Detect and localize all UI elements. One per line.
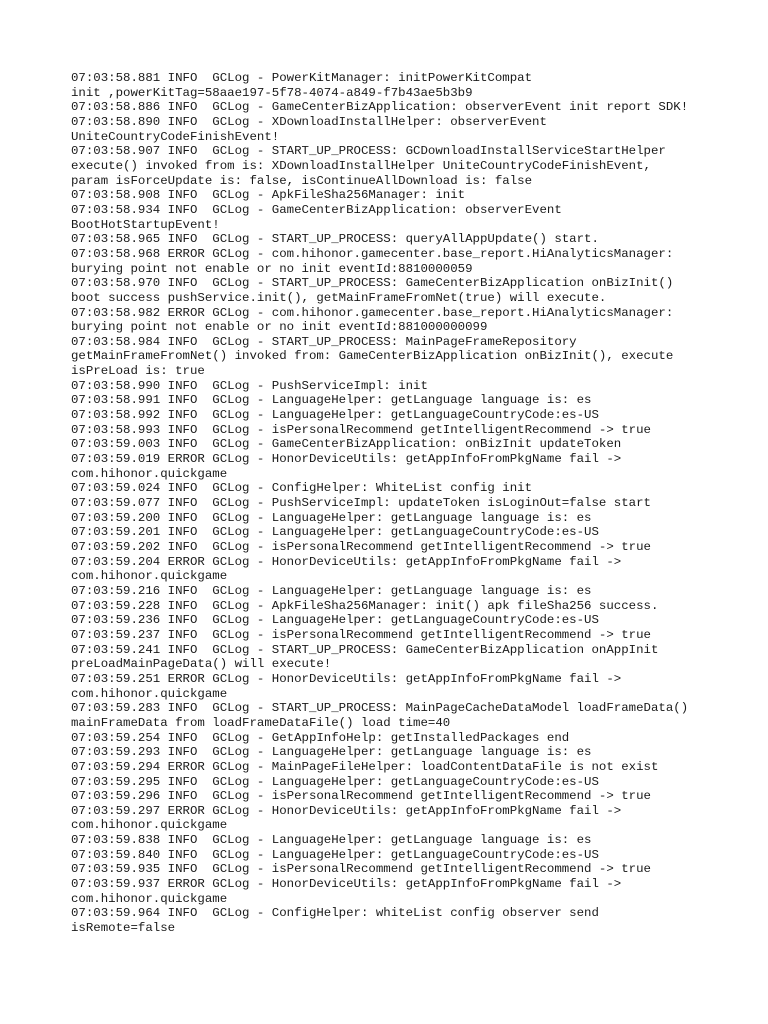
log-line: 07:03:59.237 INFO GCLog - isPersonalRecommend getIntelligentRecommend -> true (71, 627, 651, 642)
log-line: 07:03:59.251 ERROR GCLog - HonorDeviceUtils: getAppInfoFromPkgName fail -> (71, 671, 622, 686)
log-line: execute() invoked from is: XDownloadInstallHelper UniteCountryCodeFinishEvent, (71, 158, 651, 173)
log-line: 07:03:59.201 INFO GCLog - LanguageHelper: getLanguageCountryCode:es-US (71, 525, 599, 540)
log-line: 07:03:59.202 INFO GCLog - isPersonalRecommend getIntelligentRecommend -> true (71, 540, 651, 554)
log-line: burying point not enable or no init eventId:8810000059 (71, 261, 473, 276)
log-line: 07:03:59.964 INFO GCLog - ConfigHelper: whiteList config observer send (71, 906, 599, 921)
log-line: 07:03:58.993 INFO GCLog - isPersonalRecommend getIntelligentRecommend -> true (71, 422, 651, 437)
log-line: 07:03:59.295 INFO GCLog - LanguageHelper: getLanguageCountryCode:es-US (71, 774, 599, 789)
log-line: 07:03:58.886 INFO GCLog - GameCenterBizApplication: observerEvent init report SDK! (71, 100, 689, 115)
log-line: 07:03:59.236 INFO GCLog - LanguageHelper: getLanguageCountryCode:es-US (71, 613, 599, 628)
log-line: 07:03:58.934 INFO GCLog - GameCenterBizApplication: observerEvent (71, 202, 562, 217)
log-line: 07:03:58.990 INFO GCLog - PushServiceImpl: init (71, 378, 428, 393)
log-line: param isForceUpdate is: false, isContinueAllDownload is: false (71, 173, 533, 188)
log-line: 07:03:59.296 INFO GCLog - isPersonalRecommend getIntelligentRecommend -> true (71, 789, 651, 804)
log-line: 07:03:59.228 INFO GCLog - ApkFileSha256Manager: init() apk fileSha256 success. (71, 598, 659, 613)
log-line: 07:03:58.984 INFO GCLog - START_UP_PROCESS: MainPageFrameRepository (71, 334, 577, 349)
log-line: init ,powerKitTag=58aae197-5f78-4074-a849-f7b43ae5b3b9 (71, 85, 473, 100)
log-line: 07:03:58.968 ERROR GCLog - com.hihonor.gamecenter.base_report.HiAnalyticsManager: (71, 246, 674, 261)
log-line: 07:03:59.204 ERROR GCLog - HonorDeviceUtils: getAppInfoFromPkgName fail -> (71, 554, 622, 569)
log-line: 07:03:59.937 ERROR GCLog - HonorDeviceUtils: getAppInfoFromPkgName fail -> (71, 877, 622, 892)
log-line: 07:03:59.077 INFO GCLog - PushServiceImpl: updateToken isLoginOut=false start (71, 496, 651, 511)
log-line: 07:03:59.294 ERROR GCLog - MainPageFileHelper: loadContentDataFile is not exist (71, 759, 659, 774)
log-line: 07:03:59.254 INFO GCLog - GetAppInfoHelp: getInstalledPackages end (71, 730, 570, 745)
log-line: getMainFrameFromNet() invoked from: GameCenterBizApplication onBizInit(), execute (71, 349, 674, 364)
log-line: isRemote=false (71, 921, 176, 936)
log-line: 07:03:59.935 INFO GCLog - isPersonalRecommend getIntelligentRecommend -> true (71, 862, 651, 877)
log-line: 07:03:58.890 INFO GCLog - XDownloadInstallHelper: observerEvent (71, 114, 547, 129)
log-line: 07:03:58.992 INFO GCLog - LanguageHelper: getLanguageCountryCode:es-US (71, 408, 599, 423)
log-line: com.hihonor.quickgame (71, 569, 228, 584)
log-document (71, 71, 731, 936)
log-line: preLoadMainPageData() will execute! (71, 657, 332, 672)
log-line: 07:03:58.982 ERROR GCLog - com.hihonor.gamecenter.base_report.HiAnalyticsManager: (71, 305, 674, 320)
log-line: 07:03:59.293 INFO GCLog - LanguageHelper: getLanguage language is: es (71, 745, 592, 760)
log-line: mainFrameData from loadFrameDataFile() load time=40 (71, 715, 451, 730)
log-line: 07:03:59.283 INFO GCLog - START_UP_PROCESS: MainPageCacheDataModel loadFrameData() (71, 701, 689, 716)
log-line: 07:03:59.216 INFO GCLog - LanguageHelper: getLanguage language is: es (71, 583, 592, 598)
log-line: burying point not enable or no init eventId:881000000099 (71, 320, 488, 335)
log-line: 07:03:58.881 INFO GCLog - PowerKitManager: initPowerKitCompat (71, 71, 533, 85)
log-body (71, 71, 731, 936)
log-line: com.hihonor.quickgame (71, 466, 228, 481)
log-line: UniteCountryCodeFinishEvent! (71, 129, 280, 144)
log-line: 07:03:59.019 ERROR GCLog - HonorDeviceUtils: getAppInfoFromPkgName fail -> (71, 452, 622, 467)
log-line: 07:03:59.003 INFO GCLog - GameCenterBizApplication: onBizInit updateToken (71, 437, 622, 452)
log-line: 07:03:59.024 INFO GCLog - ConfigHelper: WhiteList config init (71, 481, 533, 496)
log-line: isPreLoad is: true (71, 364, 205, 379)
log-line: 07:03:58.970 INFO GCLog - START_UP_PROCESS: GameCenterBizApplication onBizInit() (71, 276, 674, 291)
log-line: boot success pushService.init(), getMainFrameFromNet(true) will execute. (71, 290, 607, 305)
log-line: 07:03:59.840 INFO GCLog - LanguageHelper: getLanguageCountryCode:es-US (71, 847, 599, 862)
log-line: com.hihonor.quickgame (71, 891, 228, 906)
log-line: 07:03:58.907 INFO GCLog - START_UP_PROCESS: GCDownloadInstallServiceStartHelper (71, 144, 666, 159)
log-line: com.hihonor.quickgame (71, 686, 228, 701)
log-line: 07:03:59.838 INFO GCLog - LanguageHelper: getLanguage language is: es (71, 833, 592, 848)
log-line: 07:03:59.241 INFO GCLog - START_UP_PROCESS: GameCenterBizApplication onAppInit (71, 642, 659, 657)
log-line: BootHotStartupEvent! (71, 217, 220, 232)
log-line: 07:03:58.965 INFO GCLog - START_UP_PROCESS: queryAllAppUpdate() start. (71, 232, 599, 247)
log-line: 07:03:58.991 INFO GCLog - LanguageHelper: getLanguage language is: es (71, 393, 592, 408)
log-line: com.hihonor.quickgame (71, 818, 228, 833)
log-line: 07:03:59.297 ERROR GCLog - HonorDeviceUtils: getAppInfoFromPkgName fail -> (71, 803, 622, 818)
log-line: 07:03:59.200 INFO GCLog - LanguageHelper: getLanguage language is: es (71, 510, 592, 525)
log-line: 07:03:58.908 INFO GCLog - ApkFileSha256Manager: init (71, 188, 466, 203)
